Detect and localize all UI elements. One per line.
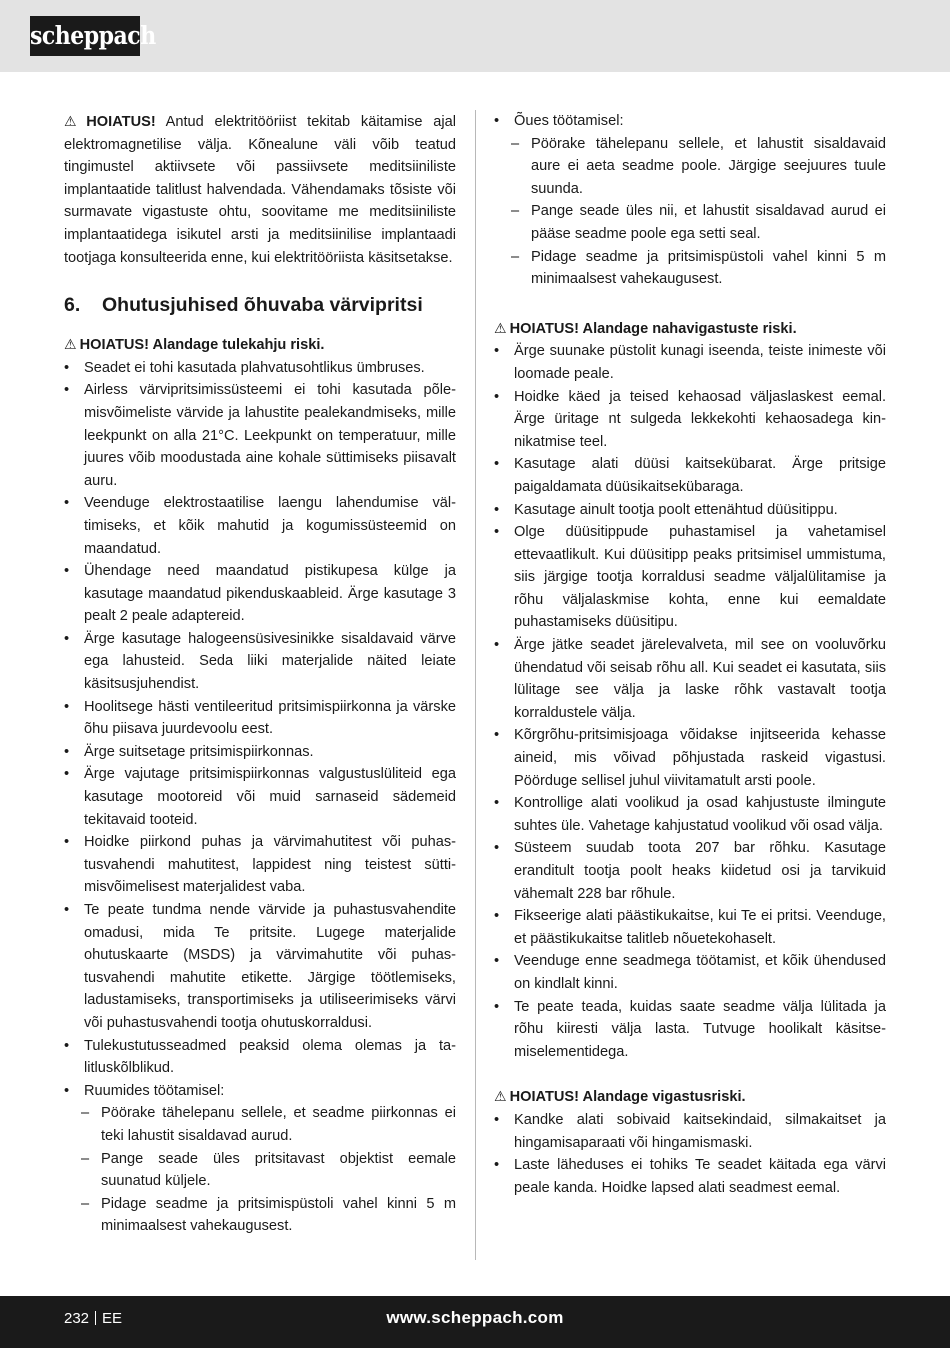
list-item: • Kasutage ainult tootja poolt ettenähtud düüsitippu. bbox=[494, 499, 886, 522]
list-item: • Ärge jätke seadet järelevalveta, mil see on vooluvõrku ühendatud või seisab rõhu all. Kui seadet ei kasutata, siis lülitage see välja ja laske rõhk vastavalt tootja korraldustele välja. bbox=[494, 634, 886, 724]
sub-list-item: – Pange seade üles pritsitavast objektist eemale suunatud küljele. bbox=[64, 1148, 456, 1193]
warning-triangle-icon: ⚠ bbox=[64, 336, 77, 353]
list-item: • Ärge kasutage halogeensüsivesinikke sisaldavaid värve ega lahusteid. Seda liiki materjalide näited leiate käsitsusjuhendist. bbox=[64, 628, 456, 696]
injury-warning-heading: ⚠ HOIATUS! Alandage vigastusriski. bbox=[494, 1088, 746, 1106]
list-item: • Seadet ei tohi kasutada plahvatusohtlikus ümbruses. bbox=[64, 357, 456, 380]
emf-warning-paragraph bbox=[64, 110, 456, 269]
outdoor-list bbox=[494, 110, 886, 291]
list-item: • Te peate tundma nende värvide ja puhastusvahendite omadusi, mida Te pritsite. Lugege materjalide ohutuskaarte (MSDS) ja värvimahutite või puhastusvahendi mahutite etikette. Järgige töötlemiseks, ladustamiseks, transportimiseks ja utiliseerimiseks värvi või puhastusvahendi tootja ohutuskorraldusi. bbox=[64, 899, 456, 1035]
skin-safety-list bbox=[494, 340, 886, 1063]
list-item-outdoor: • Õues töötamisel: – Pöörake tähelepanu sellele, et lahustit sisaldavaid aure ei aeta seadme poole. Järgige seejuures tuule suunda. – Pange seade üles nii, et lahustit sisaldavad aurud ei pääse seadme poole ega setti seal. – Pidage seadme ja pritsimispüstoli vahel kinni 5 m minimaalsest vahekaugusest. bbox=[494, 110, 886, 291]
sub-list-item: – Pidage seadme ja pritsimispüstoli vahel kinni 5 m minimaalsest vahekaugusest. bbox=[64, 1193, 456, 1238]
website-url: www.scheppach.com bbox=[386, 1308, 564, 1327]
injury-safety-list bbox=[494, 1109, 886, 1199]
column-divider bbox=[475, 110, 476, 1260]
list-item: • Ärge suitsetage pritsimispiirkonnas. bbox=[64, 741, 456, 764]
list-item: • Kasutage alati düüsi kaitsekübarat. Ärge pritsige paigaldamata düüsikaitsekübaraga. bbox=[494, 453, 886, 498]
left-column bbox=[64, 110, 456, 1238]
language-code: EE bbox=[102, 1310, 123, 1327]
emf-warning-text: Antud elektritööriist tekitab käitamise ajal elektromagnetilise välja. Kõnealune väli võib teatud tingimustel aktiivsete või passiivsete meditsiiniliste implantaatide talitlust halvendada. Vähendamaks tõsiste või surmavate vigastuste ohtu, soovitame me meditsiiniliste implantaatidega isikutel arsti ja meditsiinilise implantaadi tootjaga konsulteerida enne, kui elektritööriista käsitsetakse. bbox=[64, 114, 456, 266]
warning-triangle-icon: ⚠ bbox=[64, 113, 84, 129]
list-item: • Fikseerige alati päästikukaitse, kui Te ei pritsi. Veenduge, et päästikukaitse talitleb nõuetekohaselt. bbox=[494, 905, 886, 950]
warning-label: HOIATUS! bbox=[86, 114, 156, 130]
list-item: • Laste läheduses ei tohiks Te seadet käitada ega värvi peale kanda. Hoidke lapsed alati seadmest eemal. bbox=[494, 1154, 886, 1199]
fire-safety-list bbox=[64, 357, 456, 1238]
page-footer bbox=[0, 1296, 950, 1348]
list-item: • Kontrollige alati voolikud ja osad kahjustuste ilmingute suhtes üle. Vahetage kahjustatud voolikud või osad välja. bbox=[494, 792, 886, 837]
list-item: • Hoolitsege hästi ventileeritud pritsimispiirkonna ja värske õhu piisava juurdevoolu eest. bbox=[64, 696, 456, 741]
outdoor-sublist bbox=[494, 133, 886, 291]
sub-list-item: – Pöörake tähelepanu sellele, et lahustit sisaldavaid aure ei aeta seadme poole. Järgige seejuures tuule suunda. bbox=[494, 133, 886, 201]
section-heading bbox=[64, 292, 456, 318]
list-item: • Ärge vajutage pritsimispiirkonnas valgustuslüliteid ega kasutage mootoreid või muid sarnaseid sädemeid tekitavaid tooteid. bbox=[64, 763, 456, 831]
section-number: 6. bbox=[64, 294, 81, 317]
page-number: 232 bbox=[64, 1310, 90, 1327]
list-item: • Hoidke piirkond puhas ja värvimahutitest või puhastusvahendi mahutitest, lappidest ning teistest süttimisvõimelisest materjalidest vaba. bbox=[64, 831, 456, 899]
list-item: • Te peate teada, kuidas saate seadme välja lülitada ja rõhu kiiresti välja lasta. Tutvuge hoolikalt käsitsemiselementidega. bbox=[494, 996, 886, 1064]
list-item: • Tulekustutusseadmed peaksid olema olemas ja talitluskõlblikud. bbox=[64, 1035, 456, 1080]
fire-warning-heading: ⚠ HOIATUS! Alandage tulekahju riski. bbox=[64, 336, 325, 354]
section-title: Ohutusjuhised õhuvaba värvipritsi bbox=[102, 294, 423, 317]
warning-triangle-icon: ⚠ bbox=[494, 319, 507, 336]
list-item: • Airless värvipritsimissüsteemi ei tohi kasutada põlemisvõimeliste värvide ja lahustite pealekandmiseks, mille leekpunkt on alla 21°C. Leekpunkt on temperatuur, mille juures võib moodustada aine kohale süttimiseks piisavalt auru. bbox=[64, 379, 456, 492]
list-item: • Kandke alati sobivaid kaitsekindaid, silmakaitset ja hingamisaparaati või hingamismaski. bbox=[494, 1109, 886, 1154]
warning-triangle-icon: ⚠ bbox=[494, 1088, 507, 1105]
sub-list-item: – Pöörake tähelepanu sellele, et seadme piirkonnas ei teki lahustit sisaldavad aurud. bbox=[64, 1102, 456, 1147]
sub-list-item: – Pidage seadme ja pritsimispüstoli vahel kinni 5 m minimaalsest vahekaugusest. bbox=[494, 246, 886, 291]
brand-logo: scheppach bbox=[30, 16, 140, 56]
indoor-sublist bbox=[64, 1102, 456, 1238]
list-item: • Veenduge enne seadmega töötamist, et kõik ühendused on kindlalt kinni. bbox=[494, 950, 886, 995]
skin-warning-heading: ⚠ HOIATUS! Alandage nahavigastuste riski. bbox=[494, 319, 797, 337]
list-item-indoor: • Ruumides töötamisel: – Pöörake tähelepanu sellele, et seadme piirkonnas ei teki lahustit sisaldavad aurud. – Pange seade üles pritsitavast objektist eemale suunatud küljele. – Pidage seadme ja pritsimispüstoli vahel kinni 5 m minimaalsest vahekaugusest. bbox=[64, 1080, 456, 1238]
right-column bbox=[494, 110, 886, 1199]
list-item: • Veenduge elektrostaatilise laengu lahendumise vältimiseks, et kõik mahutid ja kogumissüsteemid on maandatud. bbox=[64, 492, 456, 560]
list-item: • Olge düüsitippude puhastamisel ja vahetamisel ettevaatlikult. Kui düüsitipp peaks pritsimisel ummistuma, siis järgige tootja korraldusi seadme väljalülitamise ja rõhu väljalaskmise kohta, enne kui eemaldate puhastamiseks düüsitipu. bbox=[494, 521, 886, 634]
list-item: • Kõrgrõhu-pritsimisjoaga võidakse injitseerida kehasse aineid, mis võivad põhjustada raskeid vigastusi. Pöörduge sellisel juhul viivitamatult arsti poole. bbox=[494, 724, 886, 792]
sub-list-item: – Pange seade üles nii, et lahustit sisaldavad aurud ei pääse seadme poole ega setti seal. bbox=[494, 200, 886, 245]
list-item: • Süsteem suudab toota 207 bar rõhku. Kasutage eranditult tootja poolt heaks kiidetud osi ja tarvikuid vähemalt 228 bar rõhule. bbox=[494, 837, 886, 905]
list-item: • Ärge suunake püstolit kunagi iseenda, teiste inimeste või loomade peale. bbox=[494, 340, 886, 385]
list-item: • Hoidke käed ja teised kehaosad väljaslaskest eemal. Ärge üritage nt sulgeda lekkekohti kehaosadega kinnikatmise teel. bbox=[494, 386, 886, 454]
page-header bbox=[0, 0, 950, 72]
list-item: • Ühendage need maandatud pistikupesa külge ja kasutage maandatud pikenduskaableid. Ärge kasutage 3 pealt 2 peale adaptereid. bbox=[64, 560, 456, 628]
